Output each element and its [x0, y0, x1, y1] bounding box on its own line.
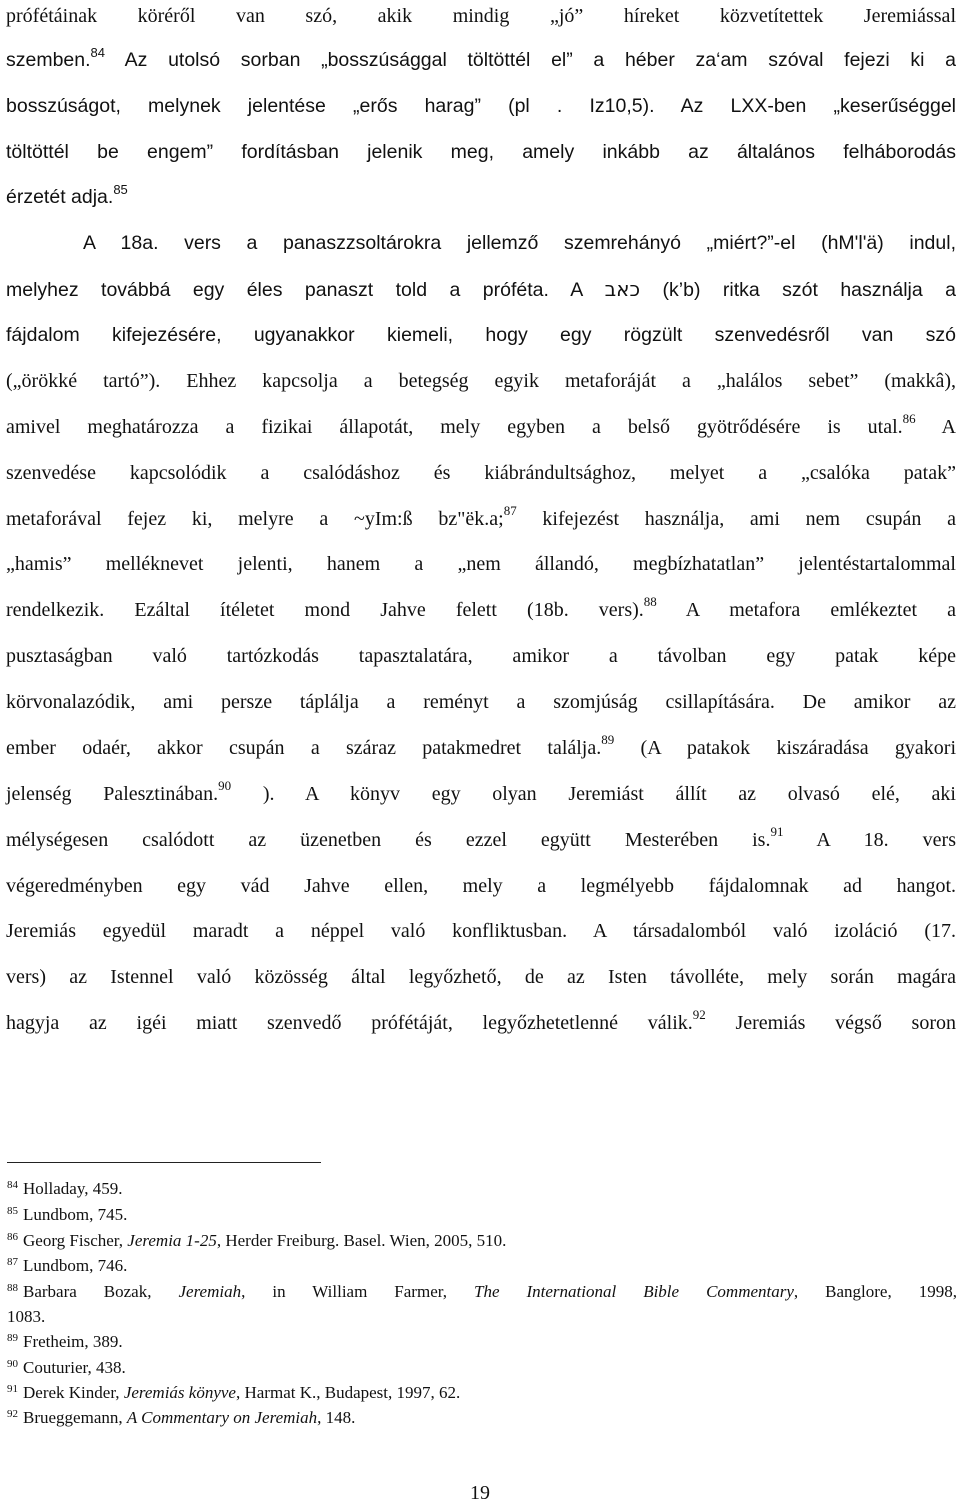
footnote	[7, 1202, 957, 1227]
text-run: Az utolsó sorban „bosszúsággal töltöttél el” a héber za‘am szóval fejezi ki a	[105, 49, 956, 71]
body-line	[6, 594, 956, 626]
text-run: szenvedése kapcsolódik a csalódáshoz és kiábrándultsághoz, melyet a „csalóka patak”	[6, 462, 956, 484]
footnote	[7, 1355, 957, 1380]
footnote-ref[interactable]: 89	[601, 732, 615, 748]
text-run: metaforával fejez ki, melyre a ~yIm:ß bz"ëk.a;	[6, 508, 504, 530]
footnote-number: 89	[7, 1332, 18, 1344]
body-line	[6, 44, 956, 76]
body-line	[6, 90, 956, 122]
text-run: Jeremiás egyedül maradt a néppel való konfliktusban. A társadalomból való izoláció (17.	[6, 920, 956, 942]
footnote-text: Lundbom, 746.	[23, 1256, 128, 1275]
text-run: végeredményben egy vád Jahve ellen, mely a legmélyebb fájdalomnak ad hangot.	[6, 875, 956, 897]
body-line	[6, 548, 956, 580]
footnote-continuation	[7, 1304, 957, 1329]
body-line	[6, 824, 956, 856]
body-line	[6, 0, 956, 32]
text-run: („örökké tartó”). Ehhez kapcsolja a betegség egyik metaforáját a „halálos sebet” (makkâ),	[6, 370, 956, 392]
body-line	[6, 181, 956, 213]
body-line	[6, 686, 956, 718]
hebrew-word: כאב	[604, 277, 641, 301]
text-run: amivel meghatározza a fizikai állapotát, mely egyben a belső gyötrődésére is utal.	[6, 416, 903, 438]
footnote-text: , Harmat K., Budapest, 1997, 62.	[235, 1383, 461, 1402]
footnote-title: Jeremiah	[178, 1282, 242, 1301]
body-line	[6, 319, 956, 351]
text-run: pusztaságban való tartózkodás tapasztalatára, amikor a távolban egy patak képe	[6, 645, 956, 667]
footnote	[7, 1279, 957, 1304]
body-line	[6, 273, 956, 305]
text-run: jelenség Palesztinában.	[6, 783, 219, 805]
text-run: melyhez továbbá egy éles panaszt told a próféta. A	[6, 279, 605, 301]
text-run: hagyja az igéi miatt szenvedő prófétáját, legyőzhetetlenné válik.	[6, 1012, 693, 1034]
text-run: A	[915, 416, 956, 438]
body-line	[6, 227, 956, 259]
body-line	[6, 1007, 956, 1039]
body-line	[6, 961, 956, 993]
footnote-text: Georg Fischer,	[23, 1231, 128, 1250]
footnote-text: , 148.	[317, 1408, 356, 1427]
text-run: rendelkezik. Ezáltal ítéletet mond Jahve felett (18b. vers).	[6, 599, 644, 621]
footnote-title: The International Bible Commentary	[473, 1282, 794, 1301]
body-line	[6, 915, 956, 947]
body-line	[6, 778, 956, 810]
body-line	[6, 870, 956, 902]
text-run: körvonalazódik, ami persze táplálja a reményt a szomjúság csillapítására. De amikor az	[6, 691, 956, 713]
text-run: ember odaér, akkor csupán a száraz patakmedret találja.	[6, 737, 602, 759]
text-run: érzetét adja.	[6, 186, 114, 208]
footnote	[7, 1329, 957, 1354]
text-run: A 18a. vers a panaszzsoltárokra jellemző szemrehányó „miért?”-el (hM'l'ä) indul,	[83, 232, 956, 254]
footnote-text: , in William Farmer,	[241, 1282, 474, 1301]
footnote-number: 90	[7, 1358, 18, 1370]
footnote-ref[interactable]: 88	[643, 594, 657, 610]
footnote-separator	[7, 1162, 321, 1163]
footnote-number: 85	[7, 1205, 18, 1217]
footnote	[7, 1228, 957, 1253]
text-run: (A patakok kiszáradása gyakori	[614, 737, 956, 759]
footnote-text: Barbara Bozak,	[23, 1282, 179, 1301]
footnote-text: Holladay, 459.	[23, 1179, 123, 1198]
body-line	[6, 732, 956, 764]
footnote-text: , Herder Freiburg. Basel. Wien, 2005, 510.	[216, 1231, 507, 1250]
footnote-text: Derek Kinder,	[23, 1383, 124, 1402]
footnote-number: 87	[7, 1256, 18, 1268]
text-run: Jeremiás végső soron	[705, 1012, 956, 1034]
text-run: bosszúságot, melynek jelentése „erős harag” (pl . Iz10,5). Az LXX-ben „keserűséggel	[6, 95, 956, 117]
footnote-number: 91	[7, 1383, 18, 1395]
footnote-ref[interactable]: 90	[218, 778, 232, 794]
footnote	[7, 1380, 957, 1405]
text-run: A 18. vers	[783, 829, 956, 851]
text-run: mélységesen csalódott az üzenetben és ezzel együtt Mesterében is.	[6, 829, 771, 851]
text-run: A metafora emlékeztet a	[656, 599, 956, 621]
footnote-ref[interactable]: 91	[770, 824, 784, 840]
footnote-text: Lundbom, 745.	[23, 1205, 128, 1224]
text-run: szemben.	[6, 49, 91, 71]
footnote-text: 1083.	[7, 1307, 46, 1326]
footnote-text: Couturier, 438.	[23, 1358, 126, 1377]
text-run: „hamis” melléknevet jelenti, hanem a „nem állandó, megbízhatatlan” jelentéstartalommal	[6, 553, 956, 575]
footnote-title: A Commentary on Jeremiah	[126, 1408, 318, 1427]
footnote-ref[interactable]: 85	[113, 181, 128, 197]
text-run: töltöttél be engem” fordításban jelenik meg, amely inkább az általános felháborodás	[6, 141, 956, 163]
body-line	[6, 503, 956, 535]
text-run: prófétáinak köréről van szó, akik mindig „jó” híreket közvetítettek Jeremiással	[6, 5, 956, 27]
footnote-number: 86	[7, 1231, 18, 1243]
body-line	[6, 365, 956, 397]
text-run: (k’b) ritka szót használja a	[640, 279, 956, 301]
footnote-text: , Banglore, 1998,	[793, 1282, 957, 1301]
footnote-title: Jeremiás könyve	[123, 1383, 236, 1402]
footnote	[7, 1405, 957, 1430]
footnote-text: Brueggemann,	[23, 1408, 127, 1427]
page-number: 19	[470, 1482, 490, 1504]
footnote	[7, 1176, 957, 1201]
footnote-text: Fretheim, 389.	[23, 1332, 123, 1351]
footnote-number: 92	[7, 1408, 18, 1420]
text-run: vers) az Istennel való közösség által legyőzhető, de az Isten távolléte, mely során magára	[6, 966, 956, 988]
footnote-number: 84	[7, 1179, 18, 1191]
footnote-number: 88	[7, 1282, 18, 1294]
footnote-ref[interactable]: 84	[90, 44, 106, 60]
body-line	[6, 457, 956, 489]
footnote	[7, 1253, 957, 1278]
body-line	[6, 136, 956, 168]
footnote-ref[interactable]: 92	[692, 1007, 706, 1023]
footnote-ref[interactable]: 87	[503, 503, 517, 519]
text-run: fájdalom kifejezésére, ugyanakkor kiemeli, hogy egy rögzült szenvedésről van szó	[6, 324, 956, 346]
footnote-title: Jeremia 1-25	[127, 1231, 217, 1250]
footnote-ref[interactable]: 86	[902, 411, 916, 427]
body-line	[6, 640, 956, 672]
body-line	[6, 411, 956, 443]
text-run: kifejezést használja, ami nem csupán a	[516, 508, 956, 530]
text-run: ). A könyv egy olyan Jeremiást állít az olvasó elé, aki	[231, 783, 956, 805]
